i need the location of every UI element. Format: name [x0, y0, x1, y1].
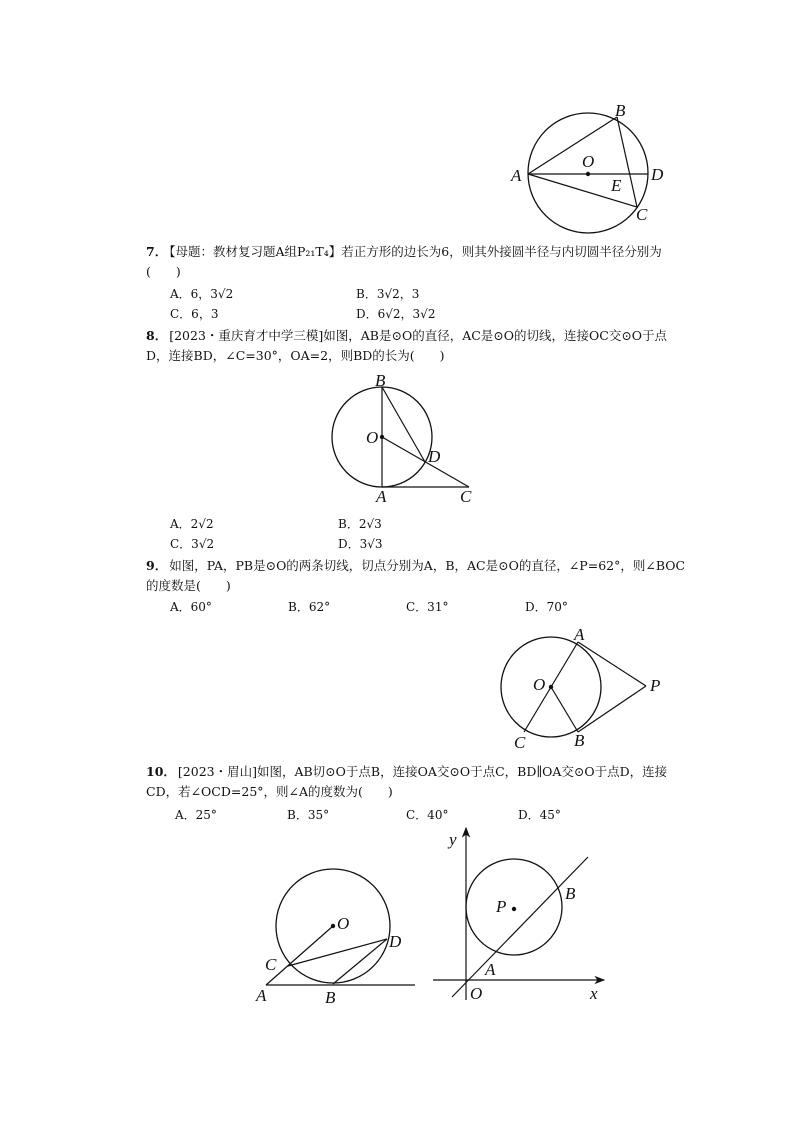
option-c[interactable]: C．31° — [406, 600, 449, 614]
label-C: C — [636, 205, 648, 224]
label-O: O — [366, 428, 379, 447]
figure-q6-circle — [500, 95, 690, 235]
label-O: O — [470, 984, 483, 1003]
axis-label-x: x — [590, 984, 598, 1003]
option-a[interactable]: A．25° — [175, 808, 217, 822]
question-8 — [146, 326, 686, 366]
question-number: 10． — [146, 764, 176, 779]
question-7 — [146, 242, 686, 282]
option-a[interactable]: A．60° — [170, 600, 212, 614]
label-A: A — [574, 625, 585, 644]
label-B: B — [375, 371, 386, 390]
option-c[interactable]: C．6，3 — [170, 307, 219, 321]
option-c[interactable]: C．3√2 — [170, 537, 215, 551]
option-c[interactable]: C．40° — [406, 808, 449, 822]
question-number: 7． — [146, 244, 168, 259]
label-P: P — [496, 897, 507, 916]
label-B: B — [325, 988, 336, 1007]
label-A: A — [511, 166, 522, 185]
label-D: D — [428, 447, 441, 466]
option-d[interactable]: D．6√2，3√2 — [356, 307, 436, 321]
label-A: A — [376, 487, 387, 506]
option-d[interactable]: D．3√3 — [338, 537, 383, 551]
label-O: O — [582, 152, 595, 171]
label-D: D — [389, 932, 402, 951]
label-B: B — [565, 884, 576, 903]
label-C: C — [514, 733, 526, 752]
option-a[interactable]: A．6，3√2 — [170, 287, 234, 301]
label-P: P — [650, 676, 661, 695]
option-b[interactable]: B．2√3 — [338, 517, 382, 531]
label-O: O — [337, 914, 350, 933]
question-stem: [2023・重庆育才中学三模]如图，AB是⊙O的直径，AC是⊙O的切线，连接OC交⊙O于点D，连接BD，∠C=30°，OA=2，则BD的长为( ) — [146, 328, 668, 363]
option-d[interactable]: D．45° — [518, 808, 561, 822]
label-D: D — [651, 165, 664, 184]
label-A: A — [485, 960, 496, 979]
axis-label-y: y — [449, 830, 457, 849]
figure-q10-circle — [250, 850, 425, 1010]
option-b[interactable]: B．35° — [287, 808, 330, 822]
option-b[interactable]: B．3√2，3 — [356, 287, 420, 301]
label-C: C — [460, 487, 472, 506]
label-B: B — [615, 101, 626, 120]
question-10 — [146, 762, 686, 802]
figure-q9-tangents — [495, 620, 675, 755]
figure-coordinate-circle — [430, 825, 615, 1010]
question-stem: 【母题：教材复习题A组P₂₁T₄】若正方形的边长为6，则其外接圆半径与内切圆半径分别为( ) — [146, 244, 662, 279]
question-stem: [2023・眉山]如图，AB切⊙O于点B，连接OA交⊙O于点C，BD∥OA交⊙O于点D，连接CD，若∠OCD=25°，则∠A的度数为( ) — [146, 764, 668, 799]
label-C: C — [265, 955, 277, 974]
label-A: A — [256, 986, 267, 1005]
label-E: E — [611, 176, 622, 195]
question-9 — [146, 556, 686, 596]
question-number: 8． — [146, 328, 168, 343]
option-d[interactable]: D．70° — [525, 600, 568, 614]
question-stem: 如图，PA，PB是⊙O的两条切线，切点分别为A，B，AC是⊙O的直径，∠P=62°，则∠BOC的度数是( ) — [146, 558, 686, 593]
option-a[interactable]: A．2√2 — [170, 517, 214, 531]
question-number: 9． — [146, 558, 168, 573]
figure-q8-circle-tangent — [325, 368, 485, 508]
option-b[interactable]: B．62° — [288, 600, 331, 614]
label-B: B — [574, 731, 585, 750]
label-O: O — [533, 675, 546, 694]
